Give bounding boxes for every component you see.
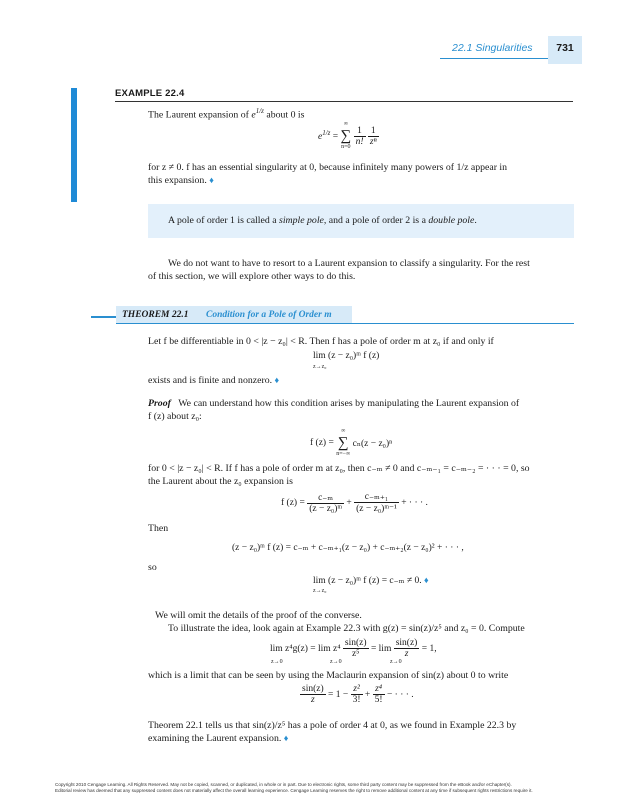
equation-laurent-series: f (z) = ∞ ∑ n=−∞ cₙ(z − z₀)ⁿ (310, 428, 393, 457)
theorem-rule (116, 323, 574, 324)
theorem-rule-left (91, 316, 119, 318)
equation-example-limit: lim z⁴g(z) = lim z⁴ $\frac{\sin(z)}{\text{z⁵}}$ = lim $\frac{\sin(z)}{z}$ = 1, (270, 638, 437, 659)
end-of-theorem-icon: ♦ (274, 375, 280, 385)
copyright-footer: Copyright 2010 Cengage Learning. All Rights Reserved. May not be copied, scanned, or duplicated, in whole or in part. Due to electronic rights, some third party content may be suppressed from the eBook and/or eChapter(s). Editorial review has deemed that any suppressed content does not materially affect the overall learning experience. Cengage Learning reserves the right to remove additional content at any time if subsequent rights restrictions require it. (55, 782, 533, 793)
proof-then: Then (148, 523, 169, 534)
limit-subscript: z→z₀ (313, 588, 327, 594)
paragraph-line: We do not want to have to resort to a Laurent expansion to classify a singularity. For the rest (168, 258, 530, 269)
example-sidebar-bar (71, 88, 77, 202)
running-header-title: 22.1 Singularities (452, 42, 533, 54)
theorem-limit-subscript: z→z₀ (313, 364, 327, 370)
theorem-limit-expression: lim (z − z₀)ᵐ f (z) (313, 351, 380, 361)
proof-line1: Proof We can understand how this condition arises by manipulating the Laurent expansion of (148, 398, 520, 409)
example-rule (115, 101, 573, 102)
limit-subscript: z→0 (330, 659, 342, 665)
limit-subscript: z→0 (271, 659, 283, 665)
proof-line4: the Laurent about the z₀ expansion is (148, 476, 293, 487)
example-intro: The Laurent expansion of $e^{1/z}$ about 0 is (148, 107, 305, 121)
proof-line2: f (z) about z₀: (148, 411, 202, 422)
equation-limit-result: lim (z − z₀)ᵐ f (z) = c₋ₘ ≠ 0. ♦ (313, 575, 429, 586)
theorem-label: THEOREM 22.1 (122, 310, 189, 320)
proof-line3: for 0 < |z − z₀| < R. If f has a pole of order m at z₀, then c₋ₘ ≠ 0 and c₋ₘ₋₁ = c₋ₘ₋₂ = · · · = 0, so (148, 463, 530, 474)
equation-pole-expansion: f (z) = $\frac{\text{c₋ₘ}}{\text{(z − z₀)ᵐ}}$ + $\frac{\text{c₋ₘ₊₁}}{\text{(z − z₀)ᵐ⁻¹}}$ + · · · . (281, 492, 428, 514)
example-text-line2: this expansion. ♦ (148, 175, 214, 186)
equation-laurent-exp: $e^{1/z}$ = ∞ ∑ n=0 $\frac{1}{n!}$ $\frac{1}{\text{zⁿ}}$ (318, 121, 377, 150)
definition-note-text: A pole of order 1 is called a simple pole, and a pole of order 2 is a double pole. (168, 215, 477, 226)
header-rule (440, 58, 548, 59)
theorem-statement-line1: Let f be differentiable in 0 < |z − z₀| < R. Then f has a pole of order m at z₀ if and only if (148, 336, 494, 347)
paragraph-line: Theorem 22.1 tells us that sin(z)/z⁵ has a pole of order 4 at 0, as we found in Example 22.3 by (148, 720, 517, 731)
example-text-line1: for z ≠ 0. f has an essential singularity at 0, because infinitely many powers of 1/z appear in (148, 162, 508, 173)
example-label: EXAMPLE 22.4 (115, 88, 185, 99)
paragraph-line: which is a limit that can be seen by using the Maclaurin expansion of sin(z) about 0 to write (148, 670, 509, 681)
proof-so: so (148, 562, 157, 573)
paragraph-line: To illustrate the idea, look again at Example 22.3 with g(z) = sin(z)/z⁵ and z₀ = 0. Compute (168, 623, 525, 634)
end-of-paragraph-icon: ♦ (283, 733, 289, 743)
theorem-statement-line2: exists and is finite and nonzero. ♦ (148, 375, 280, 386)
equation-maclaurin: $\frac{\sin(z)}{z}$ = 1 − $\frac{\text{z²}}{3!}$ + $\frac{\text{z⁴}}{5!}$ − · · · . (302, 684, 414, 705)
paragraph-line: of this section, we will explore other ways to do this. (148, 271, 356, 282)
end-of-example-icon: ♦ (209, 175, 214, 185)
theorem-title: Condition for a Pole of Order m (206, 310, 332, 320)
paragraph-line: examining the Laurent expansion. ♦ (148, 733, 289, 744)
paragraph-line: We will omit the details of the proof of the converse. (155, 610, 362, 621)
equation-multiplied: (z − z₀)ᵐ f (z) = c₋ₘ + c₋ₘ₊₁(z − z₀) + c₋ₘ₊₂(z − z₀)² + · · · , (232, 543, 464, 553)
limit-subscript: z→0 (390, 659, 402, 665)
end-of-proof-icon: ♦ (423, 575, 429, 585)
page-number: 731 (556, 42, 574, 54)
